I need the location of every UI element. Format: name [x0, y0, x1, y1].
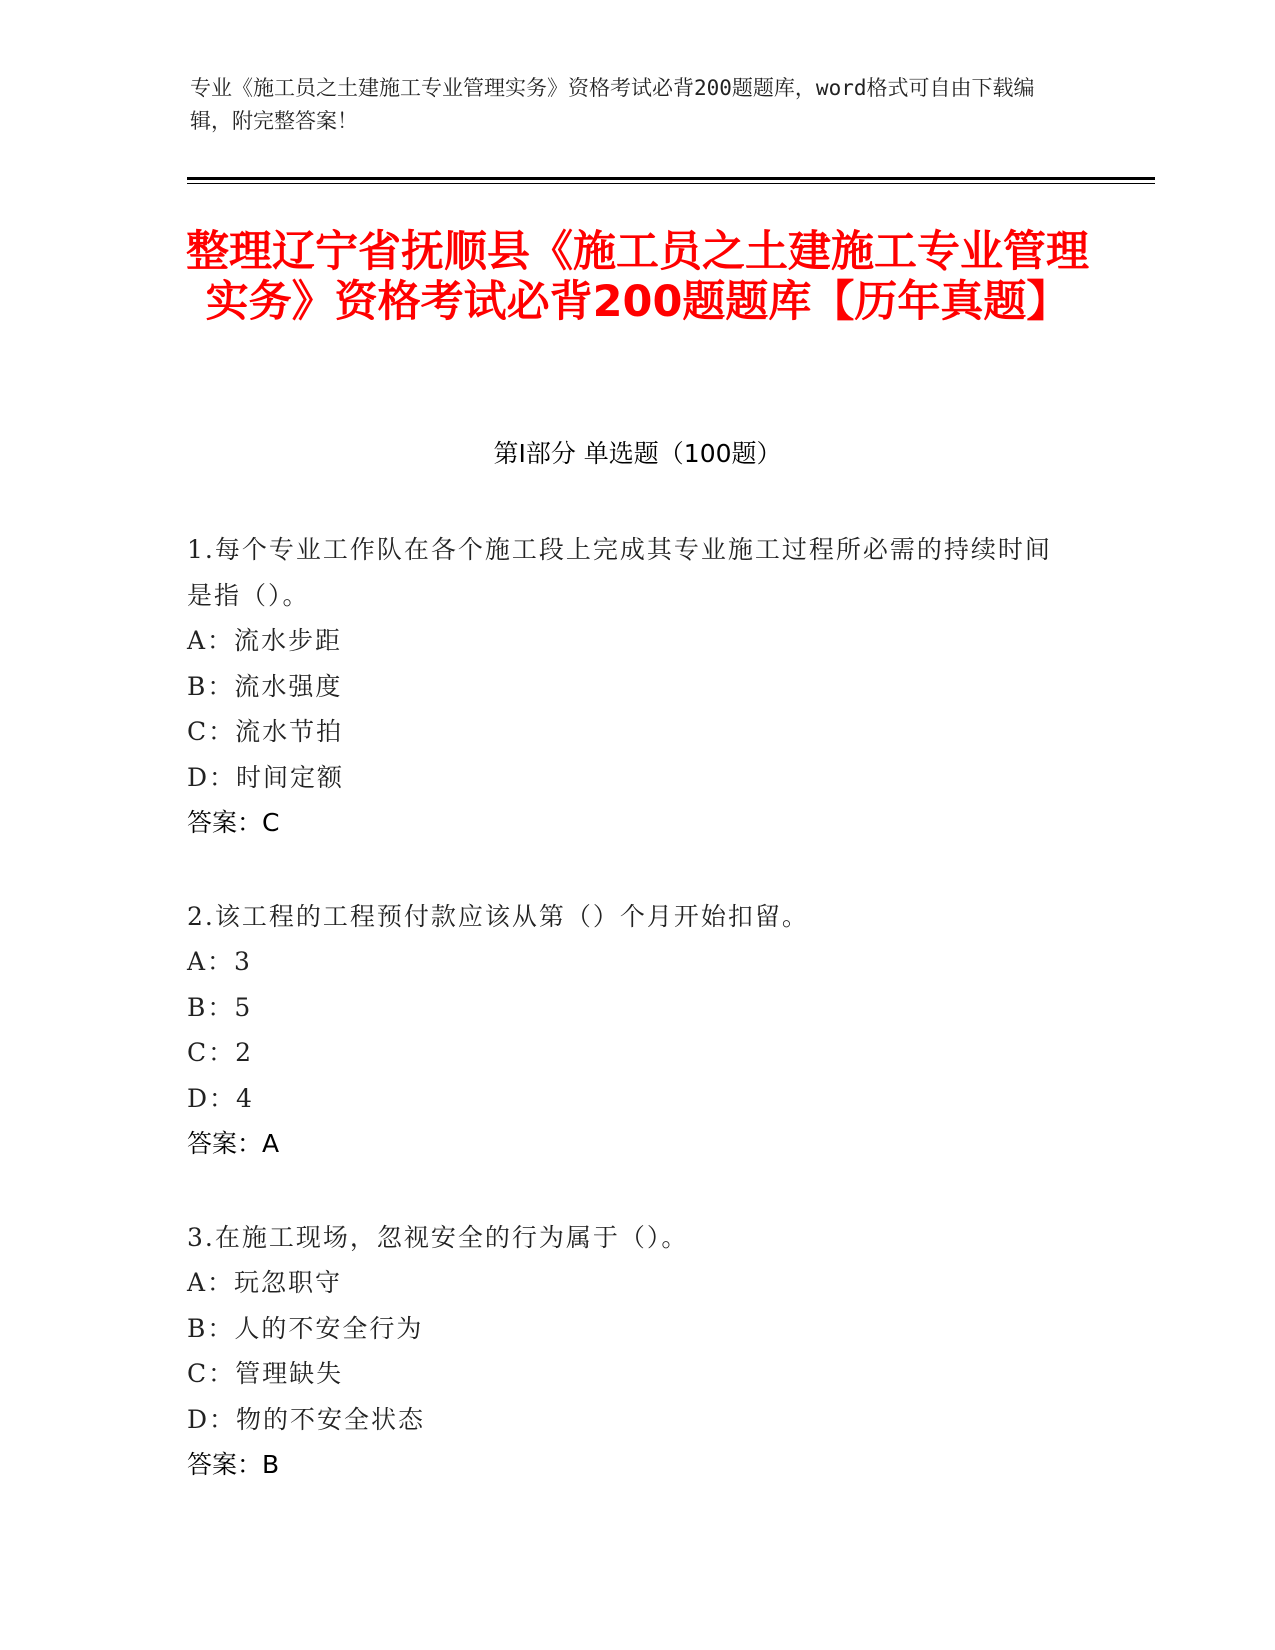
question-list	[187, 527, 1067, 1536]
answer: 答案：C	[187, 808, 280, 837]
section-heading: 第Ⅰ部分 单选题（100题）	[493, 439, 782, 468]
option-b: B：5	[187, 992, 253, 1022]
answer: 答案：B	[187, 1450, 280, 1479]
option-d: D：时间定额	[187, 762, 345, 792]
question-item	[187, 527, 1067, 846]
option-a: A：流水步距	[187, 626, 343, 655]
option-c: C：2	[187, 1038, 254, 1067]
question-stem: 2.该工程的工程预付款应该从第（）个月开始扣留。	[187, 901, 809, 931]
question-item	[187, 894, 1067, 1167]
question-stem: 3.在施工现场，忽视安全的行为属于（）。	[187, 1222, 689, 1252]
option-b: B：流水强度	[187, 671, 343, 701]
option-d: D：物的不安全状态	[187, 1404, 426, 1434]
header-divider-thick	[187, 177, 1155, 180]
question-stem: 1.每个专业工作队在各个施工段上完成其专业施工过程所必需的持续时间是指（）。	[187, 535, 1052, 610]
option-c: C：流水节拍	[187, 717, 344, 746]
option-d: D：4	[187, 1083, 254, 1113]
document-title: 整理辽宁省抚顺县《施工员之土建施工专业管理实务》资格考试必背200题题库【历年真题】	[186, 227, 1089, 327]
option-a: A：3	[187, 947, 252, 976]
header-note: 专业《施工员之土建施工专业管理实务》资格考试必背200题题库，word格式可自由下载编辑，附完整答案！	[190, 76, 1035, 133]
header-divider-thin	[187, 183, 1155, 184]
option-a: A：玩忽职守	[187, 1268, 343, 1297]
question-item	[187, 1215, 1067, 1488]
option-c: C：管理缺失	[187, 1359, 344, 1388]
option-b: B：人的不安全行为	[187, 1313, 424, 1343]
answer: 答案：A	[187, 1129, 280, 1158]
